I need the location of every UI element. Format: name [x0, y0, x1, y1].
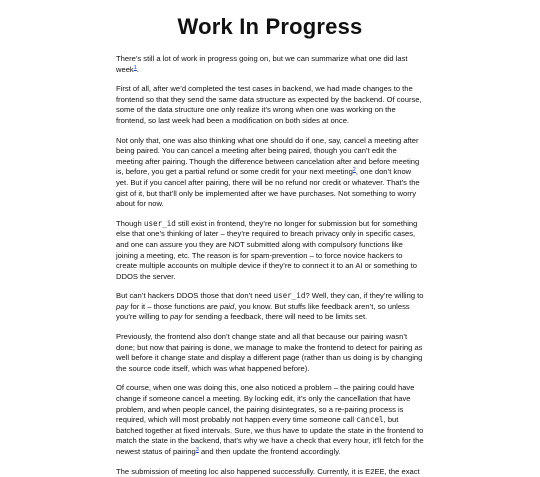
paragraph: [116, 84, 424, 126]
text-run: .: [136, 64, 139, 74]
text-run: , but batched together at fixed intervals. Sure, we thus have to update the state in the frontend to match the state in the backend, that’s why we have a check that every hour, it’ll fetch for the newest status of pairing: [116, 415, 424, 456]
emphasis: pay: [116, 301, 129, 311]
text-run: But can’t hackers DDOS those that don’t need: [116, 291, 274, 301]
emphasis: pay: [170, 312, 183, 322]
emphasis: paid: [219, 301, 235, 311]
text-run: Not only that, one was also thinking what one should do if one, say, cancel a meeting after being paired. You can cancel a meeting after being paired, though you can’t edit the meeting after pairing. Though the difference between cancelation after and before meeting is, before, you get a partial refund or some credit for your next meeting: [116, 135, 420, 177]
text-run: Of course, when one was doing this, one also noticed a problem – the pairing could have change if someone cancel a meeting. By locking edit, it’s only the cancellation that have problem, and when people cancel, the pairing disintegrates, so a re-pairing process is required, which will most probably not happen every time someone call: [116, 383, 415, 425]
article: [116, 0, 424, 477]
text-run: First of all, after we’d completed the test cases in backend, we had made changes to the frontend so that they send the same data structure as expected by the backend. Of course, some of the data structure one only realize it’s wrong when one was working on the frontend, so last week had been a modification on both sides at once.: [116, 84, 422, 125]
paragraph: [116, 136, 424, 210]
text-run: The submission of meeting loc also happened successfully. Currently, it is E2EE, the exact: [116, 466, 420, 476]
text-run: still exist in frontend, they’re no longer for submission but for something else that one’s thinking of later – they’re required to breach privacy only in specific cases, and one can assure you they are NOT submitted along with compulsory functions like joining a meeting, etc. The reason is for spam-prevention – to force novice hackers to create multiple accounts on multiple device if they’re to connect it to an AI or something to DDOS the server.: [116, 218, 418, 281]
paragraph: [116, 383, 424, 457]
paragraph: [116, 54, 424, 75]
paragraph: [116, 219, 424, 283]
page-title: Work In Progress: [177, 14, 363, 39]
text-run: for it – those functions are: [128, 301, 220, 311]
inline-code: user_id: [273, 291, 306, 301]
text-run: Though: [116, 218, 144, 228]
footnote-link[interactable]: 1: [133, 64, 137, 71]
paragraph: [116, 332, 424, 374]
paragraph: [116, 291, 424, 323]
text-run: , one don’t know yet. But if you cancel after pairing, there will be no refund nor credit or whatever. That’s the gist of it, but that’ll only be implemented after we have purchases. Not something to worry about for now.: [116, 167, 420, 209]
footnote-link[interactable]: 2: [352, 167, 356, 174]
text-run: , you know. But stuffs like feedback aren’t, so unless you’re willing to: [116, 301, 410, 322]
inline-code: cancel: [356, 415, 384, 425]
text-run: for sending a feedback, there will need to be limits set.: [182, 312, 368, 322]
footnote-link[interactable]: 3: [195, 447, 199, 453]
text-run: There’s still a lot of work in progress going on, but we can summarize what one did last week: [116, 54, 408, 74]
text-run: Previously, the frontend also don’t change state and all that because our pairing wasn’t done; but now that pairing is done, we manage to make the frontend to detect for pairing as well before it change state and display a different page (rather than us doing is by changing the source code itself, which was what happened before).: [116, 332, 423, 373]
paragraph: [116, 467, 424, 477]
text-run: ? Well, they can, if they’re willing to: [305, 291, 424, 301]
inline-code: user_id: [143, 218, 176, 228]
text-run: and then update the frontend accordingly.: [198, 447, 341, 456]
article-body: [116, 54, 424, 477]
